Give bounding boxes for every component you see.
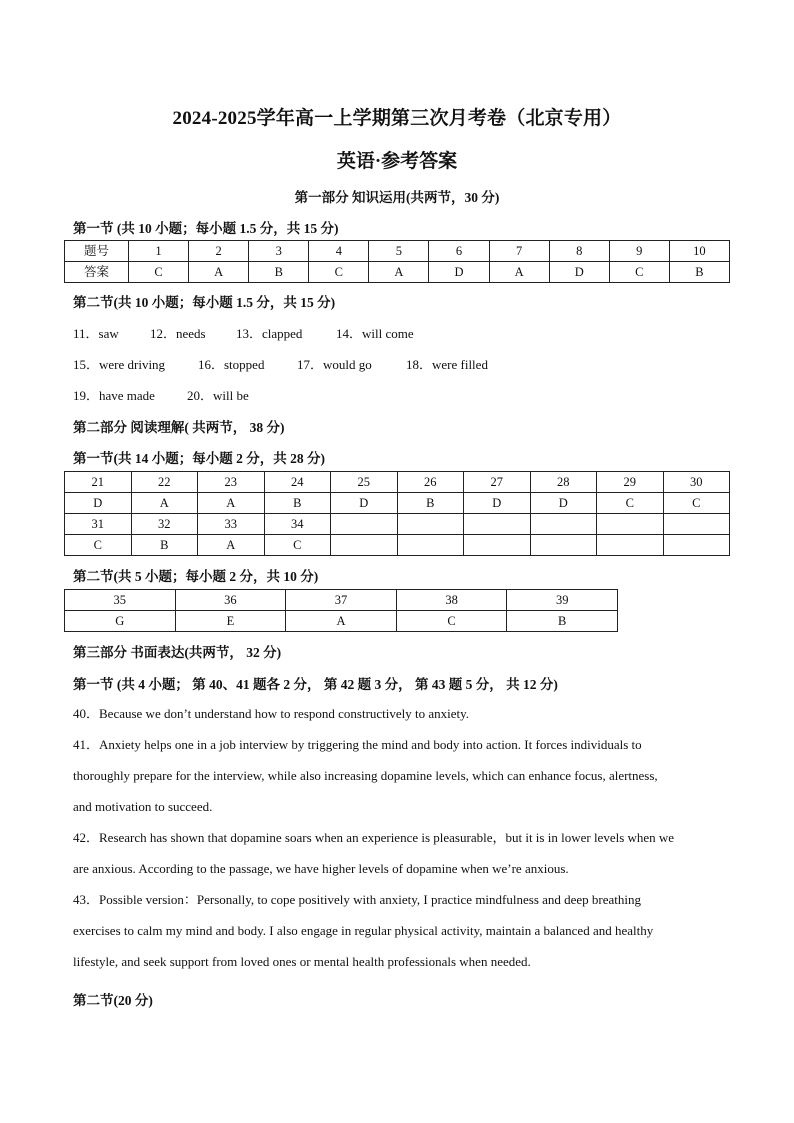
table-cell: 24 — [264, 472, 331, 493]
table-cell: 7 — [489, 241, 549, 262]
table-cell: 26 — [397, 472, 464, 493]
table-cell: 35 — [65, 590, 176, 611]
table-cell: C — [663, 493, 730, 514]
answer-42-line: 42．Research has shown that dopamine soars when an experience is pleasurable，but it is in lower levels when we — [73, 830, 675, 845]
answer-item: 11．saw — [73, 326, 119, 341]
part1-heading: 第一部分 知识运用(共两节，30 分) — [294, 190, 500, 205]
answer-43-line: exercises to calm my mind and body. I also engage in regular physical activity, maintain a balanced and healthy — [73, 923, 654, 938]
table-row — [65, 514, 730, 535]
table-cell: 37 — [286, 590, 397, 611]
table-cell — [597, 535, 664, 556]
table-row — [65, 262, 730, 283]
table-cell: 38 — [396, 590, 507, 611]
table-cell: 9 — [609, 241, 669, 262]
table-cell: D — [331, 493, 398, 514]
table-cell — [530, 514, 597, 535]
table-row — [65, 493, 730, 514]
answer-item: 14．will come — [336, 326, 414, 341]
table-cell — [464, 535, 531, 556]
table-cell: B — [264, 493, 331, 514]
answer-item: 17．would go — [297, 357, 372, 372]
table-cell: 8 — [549, 241, 609, 262]
part2-heading: 第二部分 阅读理解( 共两节， 38 分) — [73, 420, 285, 435]
table-cell: A — [189, 262, 249, 283]
written-answers — [73, 698, 733, 977]
table-cell: 29 — [597, 472, 664, 493]
table-cell: D — [429, 262, 489, 283]
answer-42-line: are anxious. According to the passage, we have higher levels of dopamine when we’re anxious. — [73, 861, 569, 876]
table-cell — [530, 535, 597, 556]
table-cell — [597, 514, 664, 535]
table-cell: D — [464, 493, 531, 514]
answer-item: 16．stopped — [198, 357, 265, 372]
answer-41-line: and motivation to succeed. — [73, 799, 213, 814]
table-row — [65, 611, 618, 632]
answer-40: 40．Because we don’t understand how to respond constructively to anxiety. — [73, 706, 470, 721]
answer-item: 15．were driving — [73, 357, 166, 372]
table-cell: B — [131, 535, 198, 556]
table-cell: G — [65, 611, 176, 632]
answer-43-line: 43．Possible version：Personally, to cope positively with anxiety, I practice mindfulness and deep breathing — [73, 892, 642, 907]
table-cell — [663, 514, 730, 535]
answer-41-line: 41．Anxiety helps one in a job interview by triggering the mind and body into action. It forces individuals to — [73, 737, 642, 752]
table-cell: C — [609, 262, 669, 283]
answer-item: 20．will be — [187, 388, 249, 403]
table-cell: C — [396, 611, 507, 632]
table-row — [65, 590, 618, 611]
table-cell — [464, 514, 531, 535]
table-cell: C — [309, 262, 369, 283]
table-cell: B — [507, 611, 618, 632]
table-row — [65, 472, 730, 493]
row-label: 题号 — [65, 241, 129, 262]
table-cell: 2 — [189, 241, 249, 262]
page-subtitle: 英语·参考答案 — [336, 151, 458, 172]
part1-section1-heading: 第一节 (共 10 小题；每小题 1.5 分，共 15 分) — [73, 221, 339, 236]
part2-section1-table — [64, 471, 730, 556]
table-cell: A — [131, 493, 198, 514]
table-cell: A — [489, 262, 549, 283]
table-cell: 6 — [429, 241, 489, 262]
part3-heading: 第三部分 书面表达(共两节， 32 分) — [73, 645, 282, 660]
table-cell: 34 — [264, 514, 331, 535]
table-cell: 10 — [669, 241, 729, 262]
row-label: 答案 — [65, 262, 129, 283]
table-cell: 28 — [530, 472, 597, 493]
table-cell: 36 — [175, 590, 286, 611]
table-cell: E — [175, 611, 286, 632]
part1-section2-heading: 第二节(共 10 小题；每小题 1.5 分，共 15 分) — [73, 295, 336, 310]
answer-item: 12．needs — [150, 326, 206, 341]
answer-item: 19．have made — [73, 388, 155, 403]
table-cell — [397, 514, 464, 535]
part1-section1-table — [64, 240, 730, 283]
table-cell: 5 — [369, 241, 429, 262]
table-cell: D — [530, 493, 597, 514]
table-cell: 39 — [507, 590, 618, 611]
table-cell: A — [198, 493, 265, 514]
table-cell: 31 — [65, 514, 132, 535]
table-cell: D — [65, 493, 132, 514]
table-cell: A — [286, 611, 397, 632]
table-cell: 33 — [198, 514, 265, 535]
table-cell — [663, 535, 730, 556]
table-cell: 27 — [464, 472, 531, 493]
table-cell — [397, 535, 464, 556]
table-cell: C — [597, 493, 664, 514]
answer-item: 13．clapped — [236, 326, 303, 341]
part3-section1-heading: 第一节 (共 4 小题； 第 40、41 题各 2 分， 第 42 题 3 分， 第 43 题 5 分， 共 12 分) — [73, 677, 558, 692]
table-cell: B — [669, 262, 729, 283]
table-cell: 25 — [331, 472, 398, 493]
table-row — [65, 535, 730, 556]
table-cell — [331, 514, 398, 535]
table-cell: C — [264, 535, 331, 556]
table-cell — [331, 535, 398, 556]
table-cell: 3 — [249, 241, 309, 262]
table-cell: B — [249, 262, 309, 283]
table-cell: 22 — [131, 472, 198, 493]
table-row — [65, 241, 730, 262]
part3-section2-heading: 第二节(20 分) — [73, 993, 153, 1008]
table-cell: C — [65, 535, 132, 556]
part2-section1-heading: 第一节(共 14 小题；每小题 2 分，共 28 分) — [73, 451, 325, 466]
part2-section2-table — [64, 589, 618, 632]
table-cell: A — [198, 535, 265, 556]
table-cell: A — [369, 262, 429, 283]
page-title: 2024-2025学年高一上学期第三次月考卷（北京专用） — [172, 108, 622, 129]
answer-41-line: thoroughly prepare for the interview, while also increasing dopamine levels, which can enhance focus, alertness, — [73, 768, 658, 783]
table-cell: 1 — [129, 241, 189, 262]
table-cell: 32 — [131, 514, 198, 535]
answer-43-line: lifestyle, and seek support from loved ones or mental health professionals when needed. — [73, 954, 531, 969]
table-cell: B — [397, 493, 464, 514]
table-cell: D — [549, 262, 609, 283]
part2-section2-heading: 第二节(共 5 小题；每小题 2 分，共 10 分) — [73, 569, 319, 584]
answer-item: 18．were filled — [406, 357, 488, 372]
table-cell: 30 — [663, 472, 730, 493]
table-cell: 23 — [198, 472, 265, 493]
table-cell: 21 — [65, 472, 132, 493]
table-cell: C — [129, 262, 189, 283]
table-cell: 4 — [309, 241, 369, 262]
